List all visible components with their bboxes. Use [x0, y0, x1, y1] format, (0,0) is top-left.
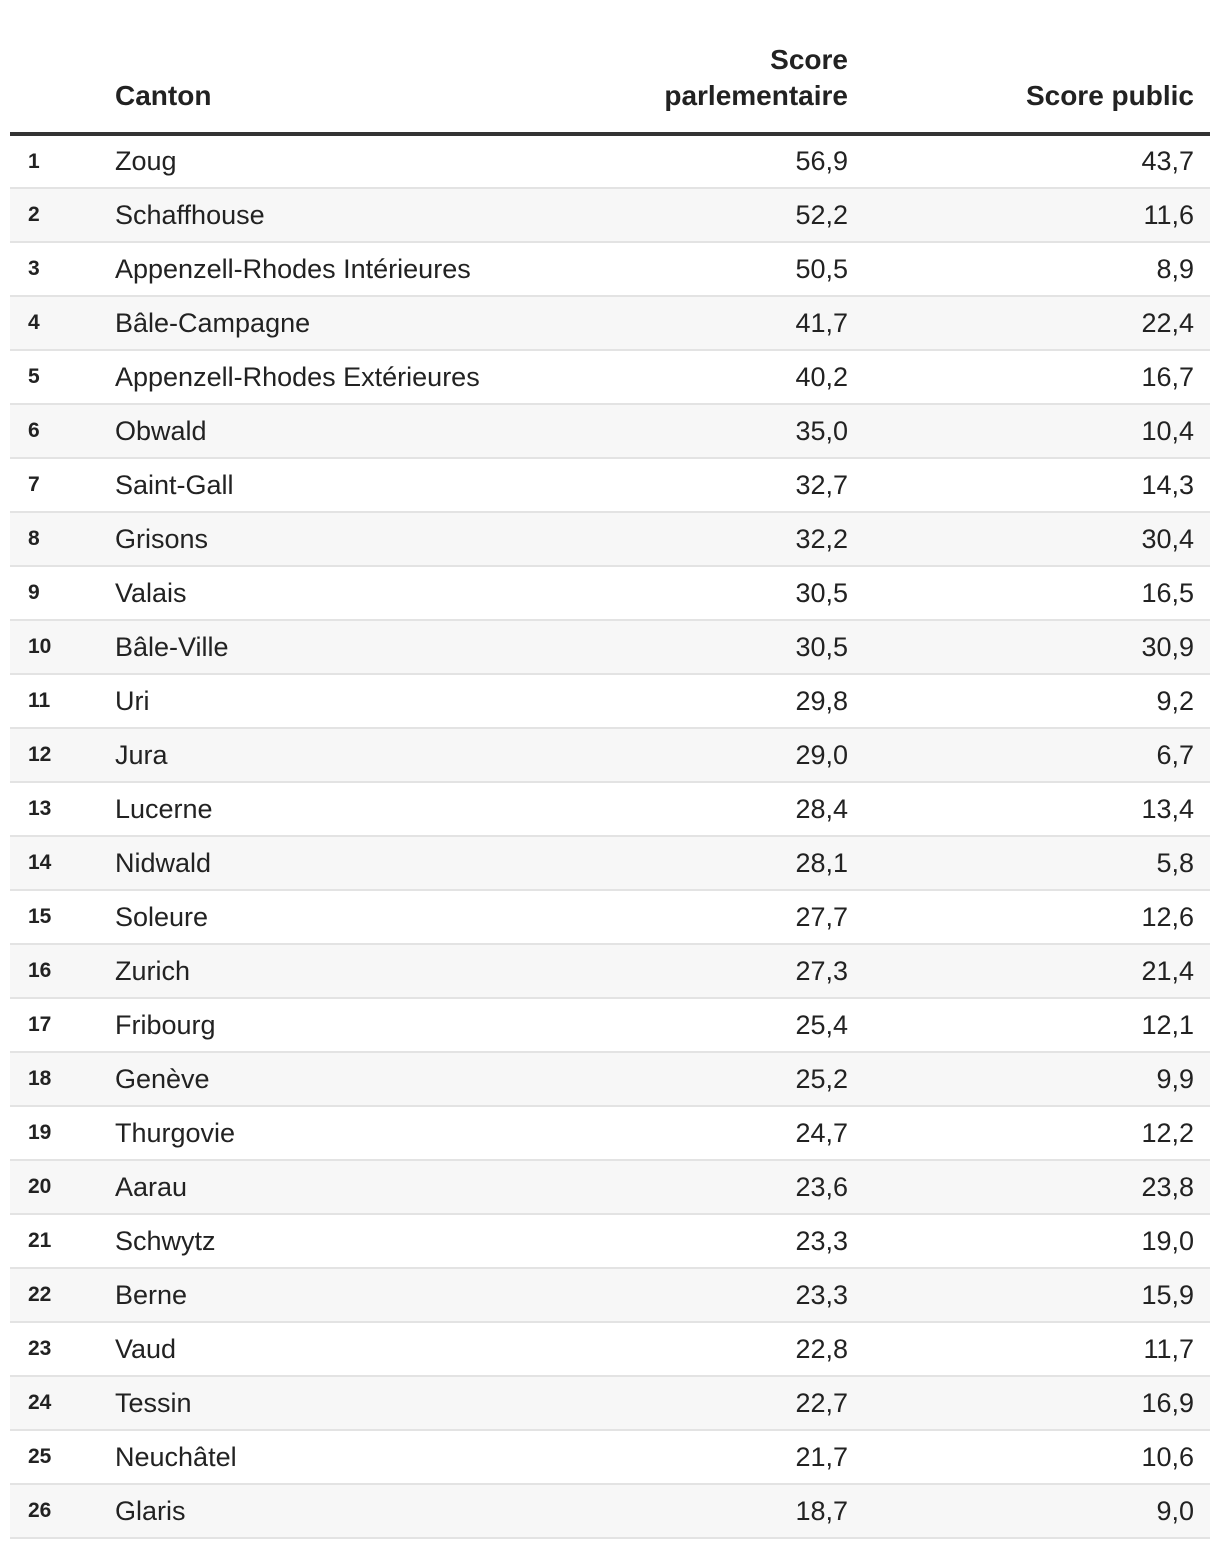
- score-parlementaire-cell: 32,2: [658, 512, 848, 566]
- score-public-cell: 9,0: [848, 1484, 1210, 1538]
- score-parlementaire-cell: 25,4: [658, 998, 848, 1052]
- table-row: [10, 1376, 1210, 1430]
- score-parlementaire-cell: 23,3: [658, 1214, 848, 1268]
- score-parlementaire-cell: 24,7: [658, 1106, 848, 1160]
- table-row: [10, 188, 1210, 242]
- rank-cell: 9: [10, 566, 115, 620]
- canton-cell: Thurgovie: [115, 1106, 658, 1160]
- rank-cell: 7: [10, 458, 115, 512]
- rank-cell: 1: [10, 134, 115, 188]
- table-row: [10, 1322, 1210, 1376]
- score-public-cell: 10,4: [848, 404, 1210, 458]
- header-rank: [10, 0, 115, 134]
- header-score-parlementaire: [658, 0, 848, 134]
- table-row: [10, 944, 1210, 998]
- table-row: [10, 458, 1210, 512]
- score-parlementaire-cell: 30,5: [658, 566, 848, 620]
- score-parlementaire-cell: 21,7: [658, 1430, 848, 1484]
- header-score-public: Score public: [848, 0, 1210, 134]
- canton-cell: Obwald: [115, 404, 658, 458]
- rank-cell: 4: [10, 296, 115, 350]
- canton-cell: Bâle-Campagne: [115, 296, 658, 350]
- rank-cell: 13: [10, 782, 115, 836]
- table-row: [10, 998, 1210, 1052]
- canton-cell: Lucerne: [115, 782, 658, 836]
- canton-cell: Soleure: [115, 890, 658, 944]
- rank-cell: 16: [10, 944, 115, 998]
- rank-cell: 18: [10, 1052, 115, 1106]
- score-public-cell: 43,7: [848, 134, 1210, 188]
- rank-cell: 12: [10, 728, 115, 782]
- score-public-cell: 16,7: [848, 350, 1210, 404]
- score-parlementaire-cell: 50,5: [658, 242, 848, 296]
- rank-cell: 23: [10, 1322, 115, 1376]
- table-row: [10, 620, 1210, 674]
- rank-cell: 8: [10, 512, 115, 566]
- rank-cell: 6: [10, 404, 115, 458]
- score-public-cell: 12,2: [848, 1106, 1210, 1160]
- table-row: [10, 782, 1210, 836]
- score-public-cell: 30,9: [848, 620, 1210, 674]
- table-row: [10, 1106, 1210, 1160]
- rank-cell: 11: [10, 674, 115, 728]
- table-row: [10, 242, 1210, 296]
- table-row: [10, 674, 1210, 728]
- canton-cell: Grisons: [115, 512, 658, 566]
- table-row: [10, 1052, 1210, 1106]
- score-public-cell: 21,4: [848, 944, 1210, 998]
- score-public-cell: 9,2: [848, 674, 1210, 728]
- canton-cell: Neuchâtel: [115, 1430, 658, 1484]
- canton-cell: Bâle-Ville: [115, 620, 658, 674]
- canton-cell: Appenzell-Rhodes Intérieures: [115, 242, 658, 296]
- score-parlementaire-cell: 30,5: [658, 620, 848, 674]
- canton-cell: Zoug: [115, 134, 658, 188]
- score-public-cell: 5,8: [848, 836, 1210, 890]
- canton-cell: Schaffhouse: [115, 188, 658, 242]
- rank-cell: 26: [10, 1484, 115, 1538]
- score-parlementaire-cell: 27,7: [658, 890, 848, 944]
- score-public-cell: 10,6: [848, 1430, 1210, 1484]
- canton-cell: Berne: [115, 1268, 658, 1322]
- rank-cell: 25: [10, 1430, 115, 1484]
- score-public-cell: 23,8: [848, 1160, 1210, 1214]
- score-parlementaire-cell: 18,7: [658, 1484, 848, 1538]
- table-row: [10, 890, 1210, 944]
- score-public-cell: 16,9: [848, 1376, 1210, 1430]
- rank-cell: 24: [10, 1376, 115, 1430]
- table-row: [10, 296, 1210, 350]
- table-row: [10, 404, 1210, 458]
- score-public-cell: 11,6: [848, 188, 1210, 242]
- score-parlementaire-cell: 28,4: [658, 782, 848, 836]
- score-public-cell: 13,4: [848, 782, 1210, 836]
- rank-cell: 5: [10, 350, 115, 404]
- rank-cell: 15: [10, 890, 115, 944]
- score-public-cell: 30,4: [848, 512, 1210, 566]
- score-public-cell: 12,1: [848, 998, 1210, 1052]
- canton-cell: Jura: [115, 728, 658, 782]
- canton-cell: Aarau: [115, 1160, 658, 1214]
- rank-cell: 19: [10, 1106, 115, 1160]
- canton-cell: Genève: [115, 1052, 658, 1106]
- score-parlementaire-cell: 41,7: [658, 296, 848, 350]
- table-body: [10, 134, 1210, 1538]
- table-row: [10, 134, 1210, 188]
- rank-cell: 10: [10, 620, 115, 674]
- score-parlementaire-cell: 29,0: [658, 728, 848, 782]
- ranking-table-container: [10, 0, 1210, 1539]
- score-public-cell: 9,9: [848, 1052, 1210, 1106]
- score-public-cell: 15,9: [848, 1268, 1210, 1322]
- score-public-cell: 12,6: [848, 890, 1210, 944]
- rank-cell: 21: [10, 1214, 115, 1268]
- rank-cell: 2: [10, 188, 115, 242]
- header-score-parlementaire-label: Score parlementaire: [664, 44, 848, 111]
- canton-cell: Saint-Gall: [115, 458, 658, 512]
- score-public-cell: 19,0: [848, 1214, 1210, 1268]
- score-public-cell: 14,3: [848, 458, 1210, 512]
- table-row: [10, 1484, 1210, 1538]
- score-parlementaire-cell: 52,2: [658, 188, 848, 242]
- score-public-cell: 8,9: [848, 242, 1210, 296]
- table-row: [10, 350, 1210, 404]
- header-canton: Canton: [115, 0, 658, 134]
- canton-cell: Glaris: [115, 1484, 658, 1538]
- score-public-cell: 6,7: [848, 728, 1210, 782]
- canton-cell: Appenzell-Rhodes Extérieures: [115, 350, 658, 404]
- score-parlementaire-cell: 27,3: [658, 944, 848, 998]
- canton-cell: Valais: [115, 566, 658, 620]
- score-public-cell: 11,7: [848, 1322, 1210, 1376]
- score-parlementaire-cell: 29,8: [658, 674, 848, 728]
- score-parlementaire-cell: 23,6: [658, 1160, 848, 1214]
- score-parlementaire-cell: 22,7: [658, 1376, 848, 1430]
- score-public-cell: 22,4: [848, 296, 1210, 350]
- canton-cell: Zurich: [115, 944, 658, 998]
- score-parlementaire-cell: 35,0: [658, 404, 848, 458]
- score-parlementaire-cell: 28,1: [658, 836, 848, 890]
- canton-cell: Nidwald: [115, 836, 658, 890]
- score-parlementaire-cell: 40,2: [658, 350, 848, 404]
- canton-cell: Uri: [115, 674, 658, 728]
- rank-cell: 3: [10, 242, 115, 296]
- table-row: [10, 728, 1210, 782]
- score-parlementaire-cell: 32,7: [658, 458, 848, 512]
- score-parlementaire-cell: 56,9: [658, 134, 848, 188]
- score-parlementaire-cell: 22,8: [658, 1322, 848, 1376]
- table-row: [10, 836, 1210, 890]
- rank-cell: 22: [10, 1268, 115, 1322]
- canton-cell: Fribourg: [115, 998, 658, 1052]
- rank-cell: 17: [10, 998, 115, 1052]
- table-row: [10, 1268, 1210, 1322]
- table-header: [10, 0, 1210, 134]
- rank-cell: 20: [10, 1160, 115, 1214]
- canton-cell: Tessin: [115, 1376, 658, 1430]
- score-public-cell: 16,5: [848, 566, 1210, 620]
- table-row: [10, 1214, 1210, 1268]
- table-row: [10, 566, 1210, 620]
- score-parlementaire-cell: 23,3: [658, 1268, 848, 1322]
- table-row: [10, 1430, 1210, 1484]
- table-row: [10, 1160, 1210, 1214]
- canton-cell: Schwytz: [115, 1214, 658, 1268]
- canton-cell: Vaud: [115, 1322, 658, 1376]
- header-row: [10, 0, 1210, 134]
- score-parlementaire-cell: 25,2: [658, 1052, 848, 1106]
- table-row: [10, 512, 1210, 566]
- canton-score-table: [10, 0, 1210, 1539]
- rank-cell: 14: [10, 836, 115, 890]
